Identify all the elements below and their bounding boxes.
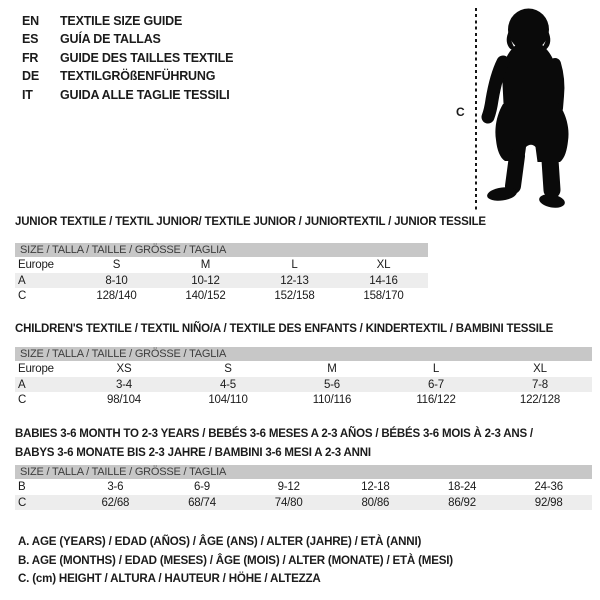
footnote-line: A. AGE (YEARS) / EDAD (AÑOS) / ÂGE (ANS) / ALTER (JAHRE) / ETÀ (ANNI): [18, 535, 422, 548]
table-title-block: [15, 323, 592, 337]
table-rows: [15, 479, 592, 510]
language-code: FR: [22, 50, 39, 65]
size-cell: 116/122: [416, 394, 456, 407]
size-cell: 24-36: [534, 480, 563, 493]
size-cell: L: [432, 362, 440, 375]
table-row: [15, 257, 428, 273]
table-row: [15, 288, 428, 304]
size-cell: 98/104: [107, 394, 141, 407]
language-row: [22, 12, 233, 30]
size-cell: 3-6: [107, 480, 124, 493]
measure-label-c: C: [456, 105, 465, 119]
size-header-bar: [15, 243, 428, 257]
size-header-label: SIZE / TALLA / TAILLE / GRÖSSE / TAGLIA: [20, 466, 227, 478]
size-cell: 6-9: [193, 480, 211, 493]
size-header-label: SIZE / TALLA / TAILLE / GRÖSSE / TAGLIA: [20, 348, 227, 360]
height-dotted-line: [475, 8, 477, 211]
size-cell: M: [327, 362, 337, 375]
size-header-bar: [15, 465, 592, 479]
size-table-babies: [15, 428, 592, 510]
language-label: TEXTILE SIZE GUIDE: [60, 14, 183, 28]
size-cell: 68/74: [188, 496, 216, 509]
size-cell: 128/140: [96, 290, 137, 303]
size-cell: 86/92: [448, 496, 476, 509]
size-cell: 7-8: [531, 378, 549, 391]
size-cell: 80/86: [361, 496, 390, 509]
language-list: [22, 12, 233, 104]
size-cell: 14-16: [369, 274, 398, 287]
table-row: [15, 392, 592, 408]
footnote-line: C. (cm) HEIGHT / ALTURA / HAUTEUR / HÖHE / ALTEZZA: [18, 572, 321, 586]
size-cell: 4-5: [219, 378, 237, 391]
table-title: BABIES 3-6 MONTH TO 2-3 YEARS / BEBÉS 3-6 MESES A 2-3 AÑOS / BÉBÉS 3-6 MOIS À 2-3 ANS /: [15, 428, 533, 440]
language-row: [22, 86, 233, 104]
language-code: ES: [22, 32, 39, 47]
table-title-block: [15, 428, 592, 460]
footnote-line: B. AGE (MONTHS) / EDAD (MESES) / ÂGE (MOIS) / ALTER (MONATE) / ETÀ (MESI): [18, 553, 453, 567]
size-cell: 12-13: [280, 274, 309, 287]
row-label: A: [18, 274, 26, 287]
language-label: GUIDE DES TAILLES TEXTILE: [60, 50, 234, 65]
footnote-block: [18, 533, 453, 589]
size-cell: 104/110: [208, 394, 248, 407]
size-cell: XS: [116, 362, 132, 375]
size-cell: 3-4: [115, 378, 133, 391]
size-cell: 74/80: [274, 496, 303, 509]
size-table-junior: [15, 216, 486, 304]
language-row: [22, 30, 233, 48]
table-rows: [15, 361, 592, 408]
size-cell: XL: [533, 362, 547, 375]
size-header-label: SIZE / TALLA / TAILLE / GRÖSSE / TAGLIA: [20, 244, 227, 256]
row-label: C: [18, 394, 27, 407]
size-cell: S: [224, 362, 232, 375]
language-label: TEXTILGRÖßENFÜHRUNG: [60, 69, 216, 84]
table-title: JUNIOR TEXTILE / TEXTIL JUNIOR/ TEXTILE JUNIOR / JUNIORTEXTIL / JUNIOR TESSILE: [15, 216, 486, 228]
language-row: [22, 67, 233, 85]
table-row: [15, 377, 592, 393]
row-label: C: [18, 496, 27, 509]
table-row: [15, 361, 592, 377]
row-label: C: [18, 290, 27, 303]
table-title-block: [15, 216, 486, 230]
table-row: [15, 479, 592, 495]
table-title: CHILDREN'S TEXTILE / TEXTIL NIÑO/A / TEXTILE DES ENFANTS / KINDERTEXTIL / BAMBINI TESSILE: [15, 323, 554, 335]
size-cell: 18-24: [447, 480, 477, 493]
size-cell: L: [291, 258, 298, 271]
size-cell: 10-12: [191, 274, 220, 287]
table-title: BABYS 3-6 MONATE BIS 2-3 JAHRE / BAMBINI 3-6 MESI A 2-3 ANNI: [15, 446, 371, 459]
size-cell: 5-6: [323, 378, 341, 391]
size-table-children: [15, 323, 592, 408]
toddler-silhouette-icon: [480, 0, 595, 215]
table-row: [15, 495, 592, 511]
row-label: Europe: [18, 362, 54, 375]
size-cell: 62/68: [101, 496, 130, 509]
table-row: [15, 273, 428, 289]
language-code: EN: [22, 14, 39, 28]
size-cell: 152/158: [274, 290, 315, 303]
row-label: Europe: [18, 258, 54, 271]
size-cell: 110/116: [312, 394, 352, 407]
row-label: A: [18, 378, 26, 391]
size-cell: XL: [376, 258, 391, 271]
size-header-bar: [15, 347, 592, 361]
size-cell: 8-10: [105, 274, 128, 287]
size-cell: 12-18: [361, 480, 390, 493]
table-rows: [15, 257, 428, 304]
language-code: DE: [22, 69, 39, 84]
size-cell: 6-7: [427, 378, 445, 391]
size-cell: 122/128: [519, 394, 561, 407]
size-cell: 92/98: [534, 496, 563, 509]
language-label: GUÍA DE TALLAS: [60, 32, 161, 47]
size-cell: 140/152: [185, 290, 226, 303]
size-cell: 158/170: [363, 290, 404, 303]
language-row: [22, 49, 233, 67]
row-label: B: [18, 480, 26, 493]
size-cell: S: [112, 258, 121, 271]
language-code: IT: [22, 87, 33, 102]
size-cell: M: [200, 258, 211, 271]
size-cell: 9-12: [277, 480, 300, 493]
language-label: GUIDA ALLE TAGLIE TESSILI: [60, 87, 230, 102]
